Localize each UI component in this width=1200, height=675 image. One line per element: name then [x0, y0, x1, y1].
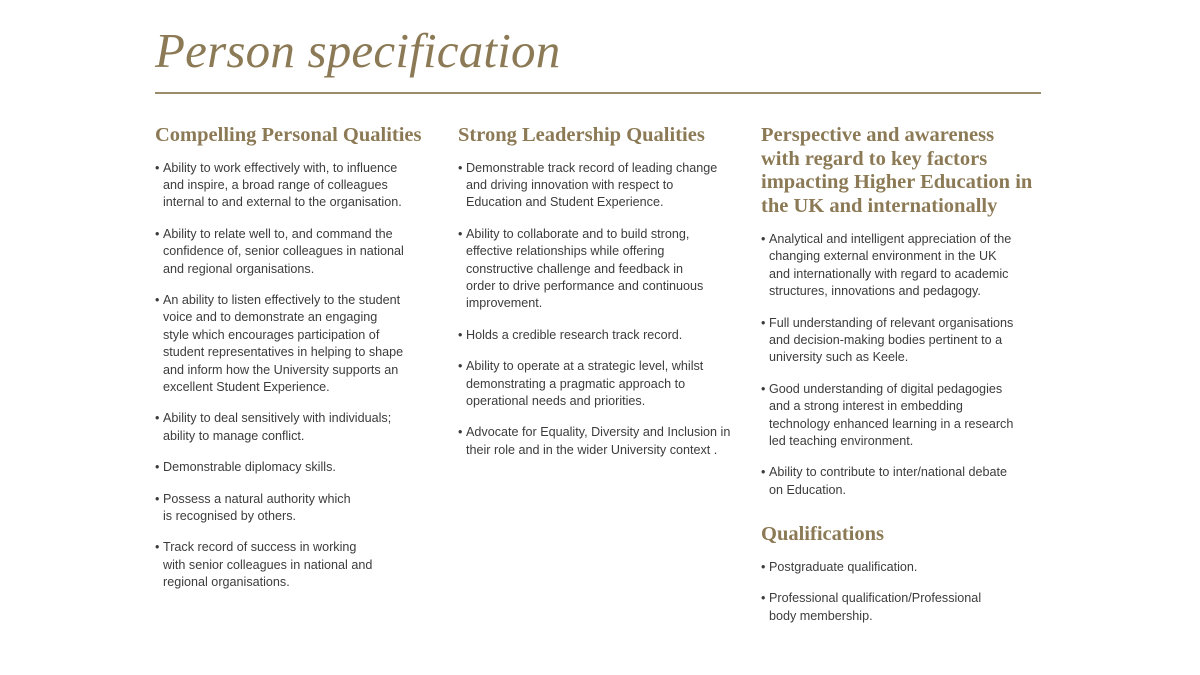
title-divider	[155, 92, 1041, 94]
heading-line: Perspective and awareness	[761, 124, 995, 146]
section-heading-personal-qualities	[155, 124, 440, 148]
item-line: • Ability to deal sensitively with individuals;	[163, 411, 392, 426]
heading-line: Compelling Personal Qualities	[155, 124, 422, 146]
item-line: • Ability to work effectively with, to influence	[163, 160, 398, 175]
list-item	[155, 410, 440, 445]
item-line: • Holds a credible research track record.	[466, 327, 683, 342]
leadership-qualities-list	[458, 160, 743, 460]
section-heading-perspective-awareness	[761, 124, 1046, 218]
item-line: their role and in the wider University context .	[466, 442, 718, 457]
item-line: body membership.	[769, 608, 873, 623]
item-line: on Education.	[769, 482, 847, 497]
item-line: with senior colleagues in national and	[163, 557, 373, 572]
list-item	[155, 160, 440, 212]
personal-qualities-list	[155, 160, 440, 592]
list-item	[761, 464, 1046, 499]
item-line: • Postgraduate qualification.	[769, 559, 918, 574]
item-line: university such as Keele.	[769, 350, 909, 365]
list-item	[458, 327, 743, 344]
item-line: is recognised by others.	[163, 509, 297, 523]
item-line: style which encourages participation of	[163, 327, 380, 342]
item-line: and inspire, a broad range of colleagues	[163, 177, 388, 192]
list-item	[155, 226, 440, 278]
item-line: effective relationships while offering	[466, 244, 665, 259]
item-line: • Track record of success in working	[163, 540, 357, 555]
list-item	[155, 459, 440, 476]
list-item	[458, 160, 743, 212]
item-line: ability to manage conflict.	[163, 428, 305, 443]
list-item	[155, 292, 440, 396]
list-item	[761, 590, 1046, 625]
column-perspective-awareness	[761, 124, 1046, 639]
item-line: • Demonstrable track record of leading change	[466, 160, 718, 175]
item-line: excellent Student Experience.	[163, 379, 330, 394]
item-line: regional organisations.	[163, 575, 290, 590]
page-title: Person specification	[155, 23, 561, 78]
column-personal-qualities	[155, 124, 440, 606]
list-item	[155, 539, 440, 591]
item-line: and regional organisations.	[163, 261, 315, 276]
column-leadership-qualities	[458, 124, 743, 473]
list-item	[458, 358, 743, 410]
item-line: • Good understanding of digital pedagogies	[769, 381, 1003, 396]
perspective-awareness-list	[761, 231, 1046, 499]
item-line: • Professional qualification/Professional	[769, 591, 982, 606]
item-line: and inform how the University supports an	[163, 362, 399, 377]
item-line: structures, innovations and pedagogy.	[769, 284, 981, 299]
item-line: • Analytical and intelligent appreciation of the	[769, 232, 1012, 246]
section-heading-leadership-qualities	[458, 124, 743, 148]
item-line: voice and to demonstrate an engaging	[163, 310, 378, 325]
item-line: order to drive performance and continuous	[466, 278, 704, 293]
item-line: constructive challenge and feedback in	[466, 261, 684, 276]
heading-line: impacting Higher Education in	[761, 171, 1033, 193]
item-line: • Ability to relate well to, and command the	[163, 226, 393, 241]
list-item	[761, 559, 1046, 576]
item-line: • Ability to collaborate and to build strong,	[466, 226, 690, 241]
item-line: and decision-making bodies pertinent to a	[769, 333, 1003, 348]
item-line: confidence of, senior colleagues in national	[163, 244, 404, 259]
list-item	[155, 491, 440, 526]
list-item	[458, 226, 743, 313]
item-line: • An ability to listen effectively to the student	[163, 292, 401, 307]
item-line: operational needs and priorities.	[466, 393, 646, 408]
item-line: • Advocate for Equality, Diversity and Inclusion in	[466, 425, 731, 440]
item-line: and a strong interest in embedding	[769, 399, 963, 414]
list-item	[458, 424, 743, 459]
list-item	[761, 231, 1046, 301]
item-line: internal to and external to the organisation.	[163, 195, 402, 210]
item-line: • Ability to contribute to inter/national debate	[769, 465, 1008, 480]
item-line: changing external environment in the UK	[769, 249, 997, 264]
item-line: • Demonstrable diplomacy skills.	[163, 460, 336, 475]
item-line: improvement.	[466, 296, 543, 311]
list-item	[761, 315, 1046, 367]
heading-line: Strong Leadership Qualities	[458, 124, 705, 146]
list-item	[761, 381, 1046, 451]
item-line: and internationally with regard to academic	[769, 266, 1009, 281]
heading-line: the UK and internationally	[761, 194, 998, 217]
item-line: • Ability to operate at a strategic level, whilst	[466, 359, 704, 374]
item-line: Education and Student Experience.	[466, 195, 664, 210]
item-line: • Possess a natural authority which	[163, 491, 351, 506]
item-line: demonstrating a pragmatic approach to	[466, 376, 686, 391]
qualifications-list	[761, 559, 1046, 625]
heading-line: with regard to key factors	[761, 147, 988, 170]
item-line: • Full understanding of relevant organisations	[769, 315, 1014, 330]
item-line: and driving innovation with respect to	[466, 177, 674, 192]
section-heading-qualifications: Qualifications	[761, 523, 885, 546]
item-line: student representatives in helping to shape	[163, 345, 404, 360]
item-line: technology enhanced learning in a research	[769, 416, 1014, 431]
item-line: led teaching environment.	[769, 434, 914, 449]
